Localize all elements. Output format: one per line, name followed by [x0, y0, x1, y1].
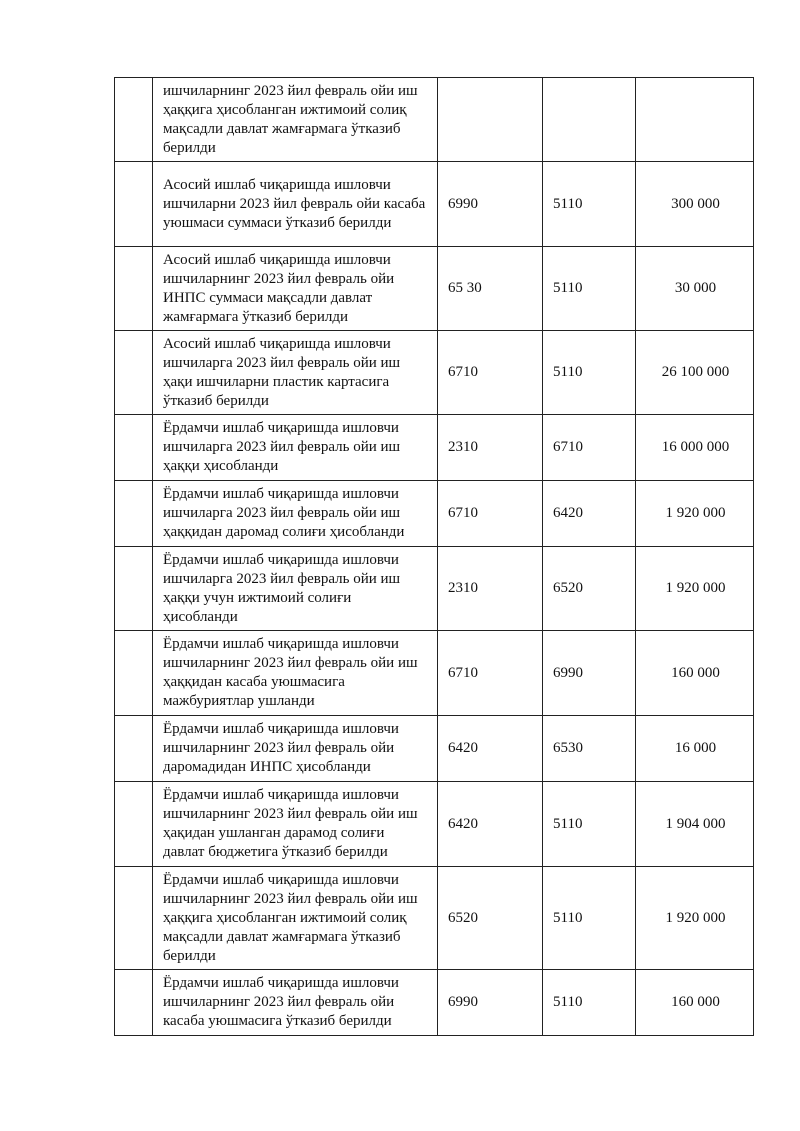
- debit-account-cell: 6520: [438, 867, 543, 970]
- amount-cell: 1 904 000: [636, 782, 754, 867]
- table-row: [115, 162, 754, 247]
- row-number-cell: [115, 867, 153, 970]
- description-cell: Ёрдамчи ишлаб чиқаришда ишловчи ишчиларга 2023 йил февраль ойи иш ҳаққидан даромад солиғи ҳисобланди: [153, 481, 438, 547]
- row-number-cell: [115, 782, 153, 867]
- debit-account-cell: 6420: [438, 716, 543, 782]
- amount-cell: 30 000: [636, 247, 754, 331]
- row-number-cell: [115, 970, 153, 1036]
- credit-account-cell: 6710: [543, 415, 636, 481]
- amount-cell: 16 000 000: [636, 415, 754, 481]
- description-cell: Ёрдамчи ишлаб чиқаришда ишловчи ишчиларнинг 2023 йил февраль ойи иш ҳақидан ушланган дарамод солиғи давлат бюджетига ўтказиб берилди: [153, 782, 438, 867]
- description-cell: ишчиларнинг 2023 йил февраль ойи иш ҳаққига ҳисобланган ижтимоий солиқ мақсадли давлат жамғармага ўтказиб берилди: [153, 78, 438, 162]
- amount-cell: 16 000: [636, 716, 754, 782]
- debit-account-cell: 6710: [438, 331, 543, 415]
- debit-account-cell: 2310: [438, 547, 543, 631]
- debit-account-cell: 6420: [438, 782, 543, 867]
- table-row: [115, 331, 754, 415]
- credit-account-cell: 6990: [543, 631, 636, 716]
- debit-account-cell: 6990: [438, 162, 543, 247]
- credit-account-cell: 6530: [543, 716, 636, 782]
- credit-account-cell: 5110: [543, 782, 636, 867]
- description-cell: Ёрдамчи ишлаб чиқаришда ишловчи ишчиларга 2023 йил февраль ойи иш ҳаққи ҳисобланди: [153, 415, 438, 481]
- credit-account-cell: 6420: [543, 481, 636, 547]
- table-row: [115, 481, 754, 547]
- row-number-cell: [115, 547, 153, 631]
- amount-cell: 26 100 000: [636, 331, 754, 415]
- amount-cell: 1 920 000: [636, 481, 754, 547]
- table-row: [115, 78, 754, 162]
- description-cell: Асосий ишлаб чиқаришда ишловчи ишчиларга 2023 йил февраль ойи иш ҳақи ишчиларни пластик картасига ўтказиб берилди: [153, 331, 438, 415]
- table-row: [115, 782, 754, 867]
- debit-account-cell: 2310: [438, 415, 543, 481]
- amount-cell: 1 920 000: [636, 547, 754, 631]
- table-row: [115, 631, 754, 716]
- table-row: [115, 415, 754, 481]
- amount-cell: 160 000: [636, 970, 754, 1036]
- credit-account-cell: 5110: [543, 162, 636, 247]
- credit-account-cell: 5110: [543, 867, 636, 970]
- credit-account-cell: 5110: [543, 970, 636, 1036]
- amount-cell: [636, 78, 754, 162]
- credit-account-cell: 5110: [543, 331, 636, 415]
- description-cell: Ёрдамчи ишлаб чиқаришда ишловчи ишчиларнинг 2023 йил февраль ойи иш ҳаққидан касаба уюшмасига мажбуриятлар ушланди: [153, 631, 438, 716]
- row-number-cell: [115, 631, 153, 716]
- table-row: [115, 247, 754, 331]
- description-cell: Ёрдамчи ишлаб чиқаришда ишловчи ишчиларнинг 2023 йил февраль ойи иш ҳаққига ҳисобланган ижтимоий солиқ мақсадли давлат жамғармага ўтказиб берилди: [153, 867, 438, 970]
- table-row: [115, 970, 754, 1036]
- amount-cell: 1 920 000: [636, 867, 754, 970]
- row-number-cell: [115, 78, 153, 162]
- amount-cell: 160 000: [636, 631, 754, 716]
- description-cell: Ёрдамчи ишлаб чиқаришда ишловчи ишчиларга 2023 йил февраль ойи иш ҳаққи учун ижтимоий солиғи ҳисобланди: [153, 547, 438, 631]
- credit-account-cell: [543, 78, 636, 162]
- table-row: [115, 867, 754, 970]
- debit-account-cell: 6710: [438, 631, 543, 716]
- amount-cell: 300 000: [636, 162, 754, 247]
- row-number-cell: [115, 247, 153, 331]
- description-cell: Асосий ишлаб чиқаришда ишловчи ишчиларни 2023 йил февраль ойи касаба уюшмаси суммаси ўтказиб берилди: [153, 162, 438, 247]
- description-cell: Ёрдамчи ишлаб чиқаришда ишловчи ишчиларнинг 2023 йил февраль ойи даромадидан ИНПС ҳисобланди: [153, 716, 438, 782]
- credit-account-cell: 6520: [543, 547, 636, 631]
- description-cell: Асосий ишлаб чиқаришда ишловчи ишчиларнинг 2023 йил февраль ойи ИНПС суммаси мақсадли давлат жамғармага ўтказиб берилди: [153, 247, 438, 331]
- row-number-cell: [115, 331, 153, 415]
- row-number-cell: [115, 162, 153, 247]
- journal-table: [114, 77, 754, 1036]
- row-number-cell: [115, 481, 153, 547]
- debit-account-cell: 65 30: [438, 247, 543, 331]
- debit-account-cell: [438, 78, 543, 162]
- debit-account-cell: 6710: [438, 481, 543, 547]
- row-number-cell: [115, 415, 153, 481]
- debit-account-cell: 6990: [438, 970, 543, 1036]
- description-cell: Ёрдамчи ишлаб чиқаришда ишловчи ишчиларнинг 2023 йил февраль ойи касаба уюшмасига ўтказиб берилди: [153, 970, 438, 1036]
- credit-account-cell: 5110: [543, 247, 636, 331]
- row-number-cell: [115, 716, 153, 782]
- table-row: [115, 716, 754, 782]
- table-row: [115, 547, 754, 631]
